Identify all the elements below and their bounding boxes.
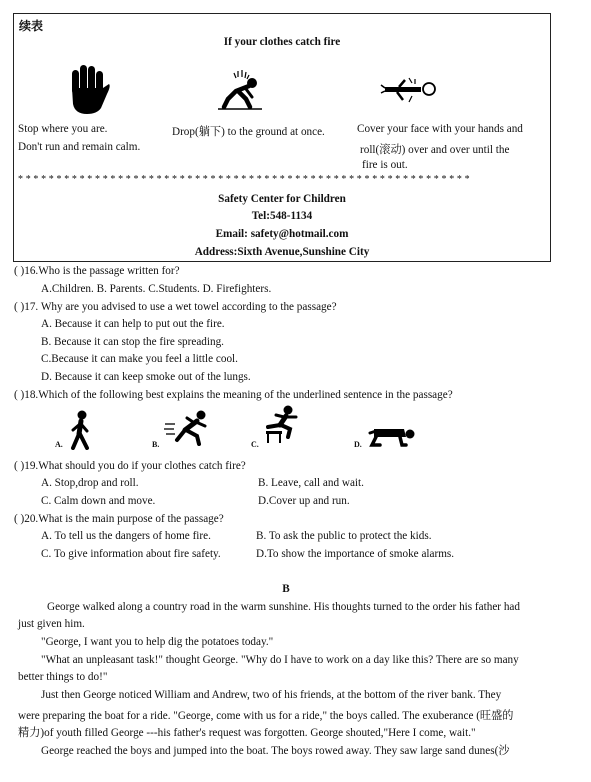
q17-stem: ( )17. Why are you advised to use a wet towel according to the passage? <box>14 301 337 313</box>
q20-option-a: A. To tell us the dangers of home fire. <box>41 530 211 542</box>
crawling-person-icon <box>366 423 416 447</box>
center-name: Safety Center for Children <box>218 193 346 205</box>
star-divider: * * * * * * * * * * * * * * * * * * * * * * * * * * * * * * * * * * * * * * * * * * * * * * * * * * * * * * * * * * * <box>18 174 470 185</box>
step-drop-line-1: Drop(躺下) to the ground at once. <box>172 126 325 138</box>
person-rolling-icon <box>379 74 439 104</box>
box-title: If your clothes catch fire <box>223 36 341 48</box>
q17-option-b: B. Because it can stop the fire spreading. <box>41 336 224 348</box>
q16-stem: ( )16.Who is the passage written for? <box>14 265 180 277</box>
q19-option-a: A. Stop,drop and roll. <box>41 477 139 489</box>
q17-option-d: D. Because it can keep smoke out of the lungs. <box>41 371 251 383</box>
passage-line: 精力)of youth filled George ---his father's request was forgotten. George shouted,"Here I come, wait." <box>18 727 476 739</box>
q19-stem: ( )19.What should you do if your clothes catch fire? <box>14 460 246 472</box>
q19-option-b: B. Leave, call and wait. <box>258 477 364 489</box>
section-b-heading: B <box>282 583 290 595</box>
q16-options: A.Children. B. Parents. C.Students. D. Firefighters. <box>41 283 272 295</box>
q18-label-d: D. <box>354 440 362 449</box>
q18-label-c: C. <box>251 440 259 449</box>
raised-hand-icon <box>69 64 111 116</box>
q17-option-c: C.Because it can make you feel a little cool. <box>41 353 238 365</box>
safety-info-box <box>13 13 551 262</box>
walking-person-icon <box>67 410 95 450</box>
passage-line: were preparing the boat for a ride. "George, come with us for a ride," the boys called. The exuberance (旺盛的 <box>18 710 514 722</box>
jumping-hurdle-icon <box>262 405 302 445</box>
step-roll-line-3: fire is out. <box>362 159 408 171</box>
step-stop-line-1: Stop where you are. <box>18 123 108 135</box>
q18-label-a: A. <box>55 440 63 449</box>
q19-option-c: C. Calm down and move. <box>41 495 156 507</box>
q18-stem: ( )18.Which of the following best explains the meaning of the underlined sentence in the passage? <box>14 389 453 401</box>
q20-option-d: D.To show the importance of smoke alarms. <box>256 548 455 560</box>
passage-line: Just then George noticed William and Andrew, two of his friends, at the bottom of the river bank. They <box>41 689 502 701</box>
passage-line: "George, I want you to help dig the potatoes today." <box>41 636 274 648</box>
person-dropping-icon <box>216 69 264 111</box>
step-roll-line-2: roll(滚动) over and over until the <box>360 144 510 156</box>
step-roll-line-1: Cover your face with your hands and <box>357 123 523 135</box>
continued-tag: 续表 <box>19 19 44 33</box>
passage-line: just given him. <box>18 618 85 630</box>
passage-line: "What an unpleasant task!" thought George. "Why do I have to work on a day like this? There are so many <box>41 654 519 666</box>
q20-option-c: C. To give information about fire safety. <box>41 548 221 560</box>
passage-line: better things to do!" <box>18 671 108 683</box>
q20-stem: ( )20.What is the main purpose of the passage? <box>14 513 224 525</box>
running-person-icon <box>163 410 211 446</box>
center-email: Email: safety@hotmail.com <box>215 228 349 240</box>
passage-line: George walked along a country road in the warm sunshine. His thoughts turned to the order his father had <box>47 601 520 613</box>
passage-line: George reached the boys and jumped into the boat. The boys rowed away. They saw large sand dunes(沙 <box>41 745 510 757</box>
center-tel: Tel:548-1134 <box>251 210 313 222</box>
step-stop-line-2: Don't run and remain calm. <box>18 141 141 153</box>
q19-option-d: D.Cover up and run. <box>258 495 350 507</box>
q17-option-a: A. Because it can help to put out the fire. <box>41 318 225 330</box>
q18-label-b: B. <box>152 440 160 449</box>
center-address: Address:Sixth Avenue,Sunshine City <box>194 246 370 258</box>
q20-option-b: B. To ask the public to protect the kids. <box>256 530 432 542</box>
